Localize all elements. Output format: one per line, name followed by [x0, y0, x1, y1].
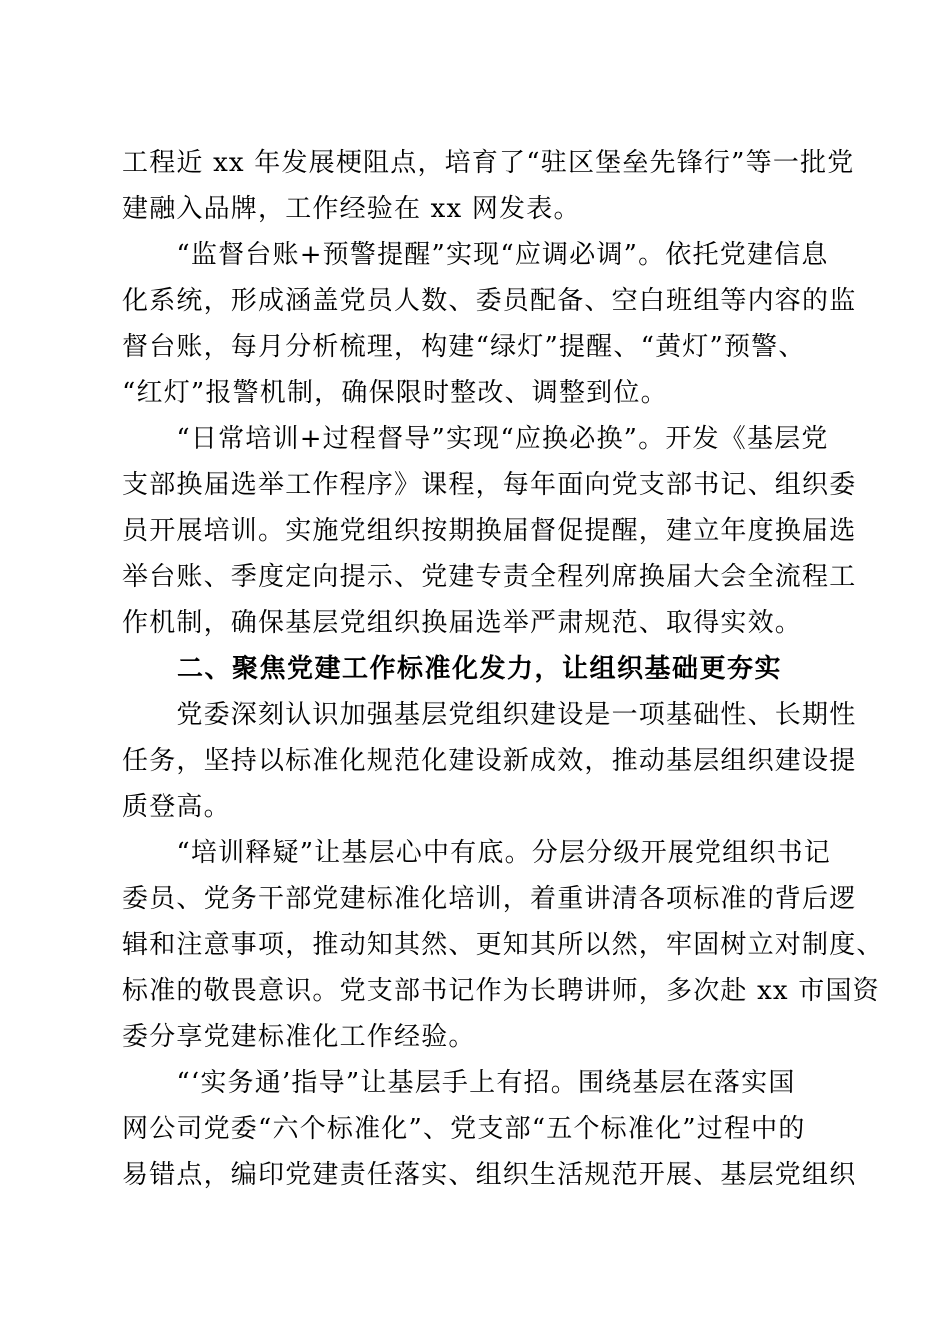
text-line: 化系统，形成涵盖党员人数、委员配备、空白班组等内容的监 — [122, 286, 857, 316]
text-line: 作机制，确保基层党组织换届选举严肃规范、取得实效。 — [122, 608, 803, 638]
text-line: 委分享党建标准化工作经验。 — [122, 1022, 476, 1052]
text-line: 网公司党委“六个标准化”、党支部“五个标准化”过程中的 — [122, 1114, 806, 1144]
section-heading: 二、聚焦党建工作标准化发力，让组织基础更夯实 — [122, 654, 783, 684]
paragraph-first-line: “培训释疑”让基层心中有底。分层分级开展党组织书记 — [122, 838, 831, 868]
text-line: “红灯”报警机制，确保限时整改、调整到位。 — [122, 378, 668, 408]
text-line: 督台账，每月分析梳理，构建“绿灯”提醒、“黄灯”预警、 — [122, 332, 806, 362]
text-line: 质登高。 — [122, 792, 231, 822]
text-line: 委员、党务干部党建标准化培训，着重讲清各项标准的背后逻 — [122, 884, 857, 914]
paragraph-first-line: 党委深刻认识加强基层党组织建设是一项基础性、长期性 — [122, 700, 857, 730]
text-line: 辑和注意事项，推动知其然、更知其所以然，牢固树立对制度、 — [122, 930, 884, 960]
text-line: 建融入品牌，工作经验在 xx 网发表。 — [122, 194, 581, 224]
text-line: 举台账、季度定向提示、党建专责全程列席换届大会全流程工 — [122, 562, 857, 592]
paragraph-first-line: “监督台账+预警提醒”实现“应调必调”。依托党建信息 — [122, 240, 829, 270]
text-line: 标准的敬畏意识。党支部书记作为长聘讲师，多次赴 xx 市国资 — [122, 976, 880, 1006]
paragraph-first-line: “日常培训+过程督导”实现“应换必换”。开发《基层党 — [122, 424, 829, 454]
text-line: 工程近 xx 年发展梗阻点，培育了“驻区堡垒先锋行”等一批党 — [122, 148, 855, 178]
text-line: 员开展培训。实施党组织按期换届督促提醒，建立年度换届选 — [122, 516, 857, 546]
text-line: 支部换届选举工作程序》课程，每年面向党支部书记、组织委 — [122, 470, 857, 500]
text-line: 易错点，编印党建责任落实、组织生活规范开展、基层党组织 — [122, 1160, 857, 1190]
document-body — [122, 140, 884, 1198]
text-line: 任务，坚持以标准化规范化建设新成效，推动基层组织建设提 — [122, 746, 857, 776]
paragraph-first-line: “‘实务通’指导”让基层手上有招。围绕基层在落实国 — [122, 1068, 796, 1098]
